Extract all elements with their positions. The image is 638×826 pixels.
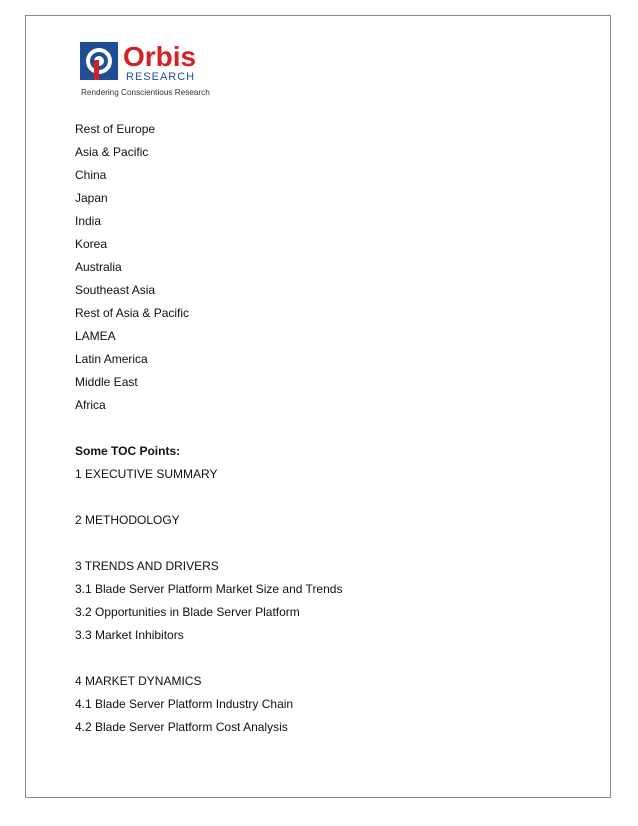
region-item: LAMEA — [75, 329, 116, 343]
spacer — [75, 486, 575, 509]
region-item: Rest of Asia & Pacific — [75, 306, 190, 320]
region-item: Middle East — [75, 375, 138, 389]
region-item: India — [75, 214, 102, 228]
region-item: Latin America — [75, 352, 148, 366]
region-item: Asia & Pacific — [75, 145, 149, 159]
region-item: Africa — [75, 398, 106, 412]
region-item: China — [75, 168, 107, 182]
region-item: Australia — [75, 260, 122, 274]
toc-item: 3 TRENDS AND DRIVERS — [75, 559, 219, 573]
toc-item: 3.1 Blade Server Platform Market Size and Trends — [75, 582, 343, 596]
toc-item: 4.2 Blade Server Platform Cost Analysis — [75, 720, 288, 734]
region-item: Southeast Asia — [75, 283, 156, 297]
spacer — [75, 647, 575, 670]
region-item: Korea — [75, 237, 108, 251]
document-content — [75, 118, 575, 739]
toc-item: 1 EXECUTIVE SUMMARY — [75, 467, 218, 481]
spacer — [75, 417, 575, 440]
spacer — [75, 532, 575, 555]
toc-item: 4 MARKET DYNAMICS — [75, 674, 202, 688]
toc-item: 4.1 Blade Server Platform Industry Chain — [75, 697, 294, 711]
logo-red-stem — [94, 60, 99, 80]
logo-brand-text: Orbis — [123, 41, 197, 72]
toc-item: 3.3 Market Inhibitors — [75, 628, 184, 642]
toc-item: 2 METHODOLOGY — [75, 513, 180, 527]
orbis-research-logo — [80, 40, 220, 100]
toc-heading: Some TOC Points: — [75, 444, 181, 458]
logo-tagline: Rendering Conscientious Research — [81, 88, 210, 97]
region-item: Japan — [75, 191, 108, 205]
toc-item: 3.2 Opportunities in Blade Server Platform — [75, 605, 300, 619]
region-item: Rest of Europe — [75, 122, 156, 136]
logo-research-text: RESEARCH — [126, 71, 196, 83]
